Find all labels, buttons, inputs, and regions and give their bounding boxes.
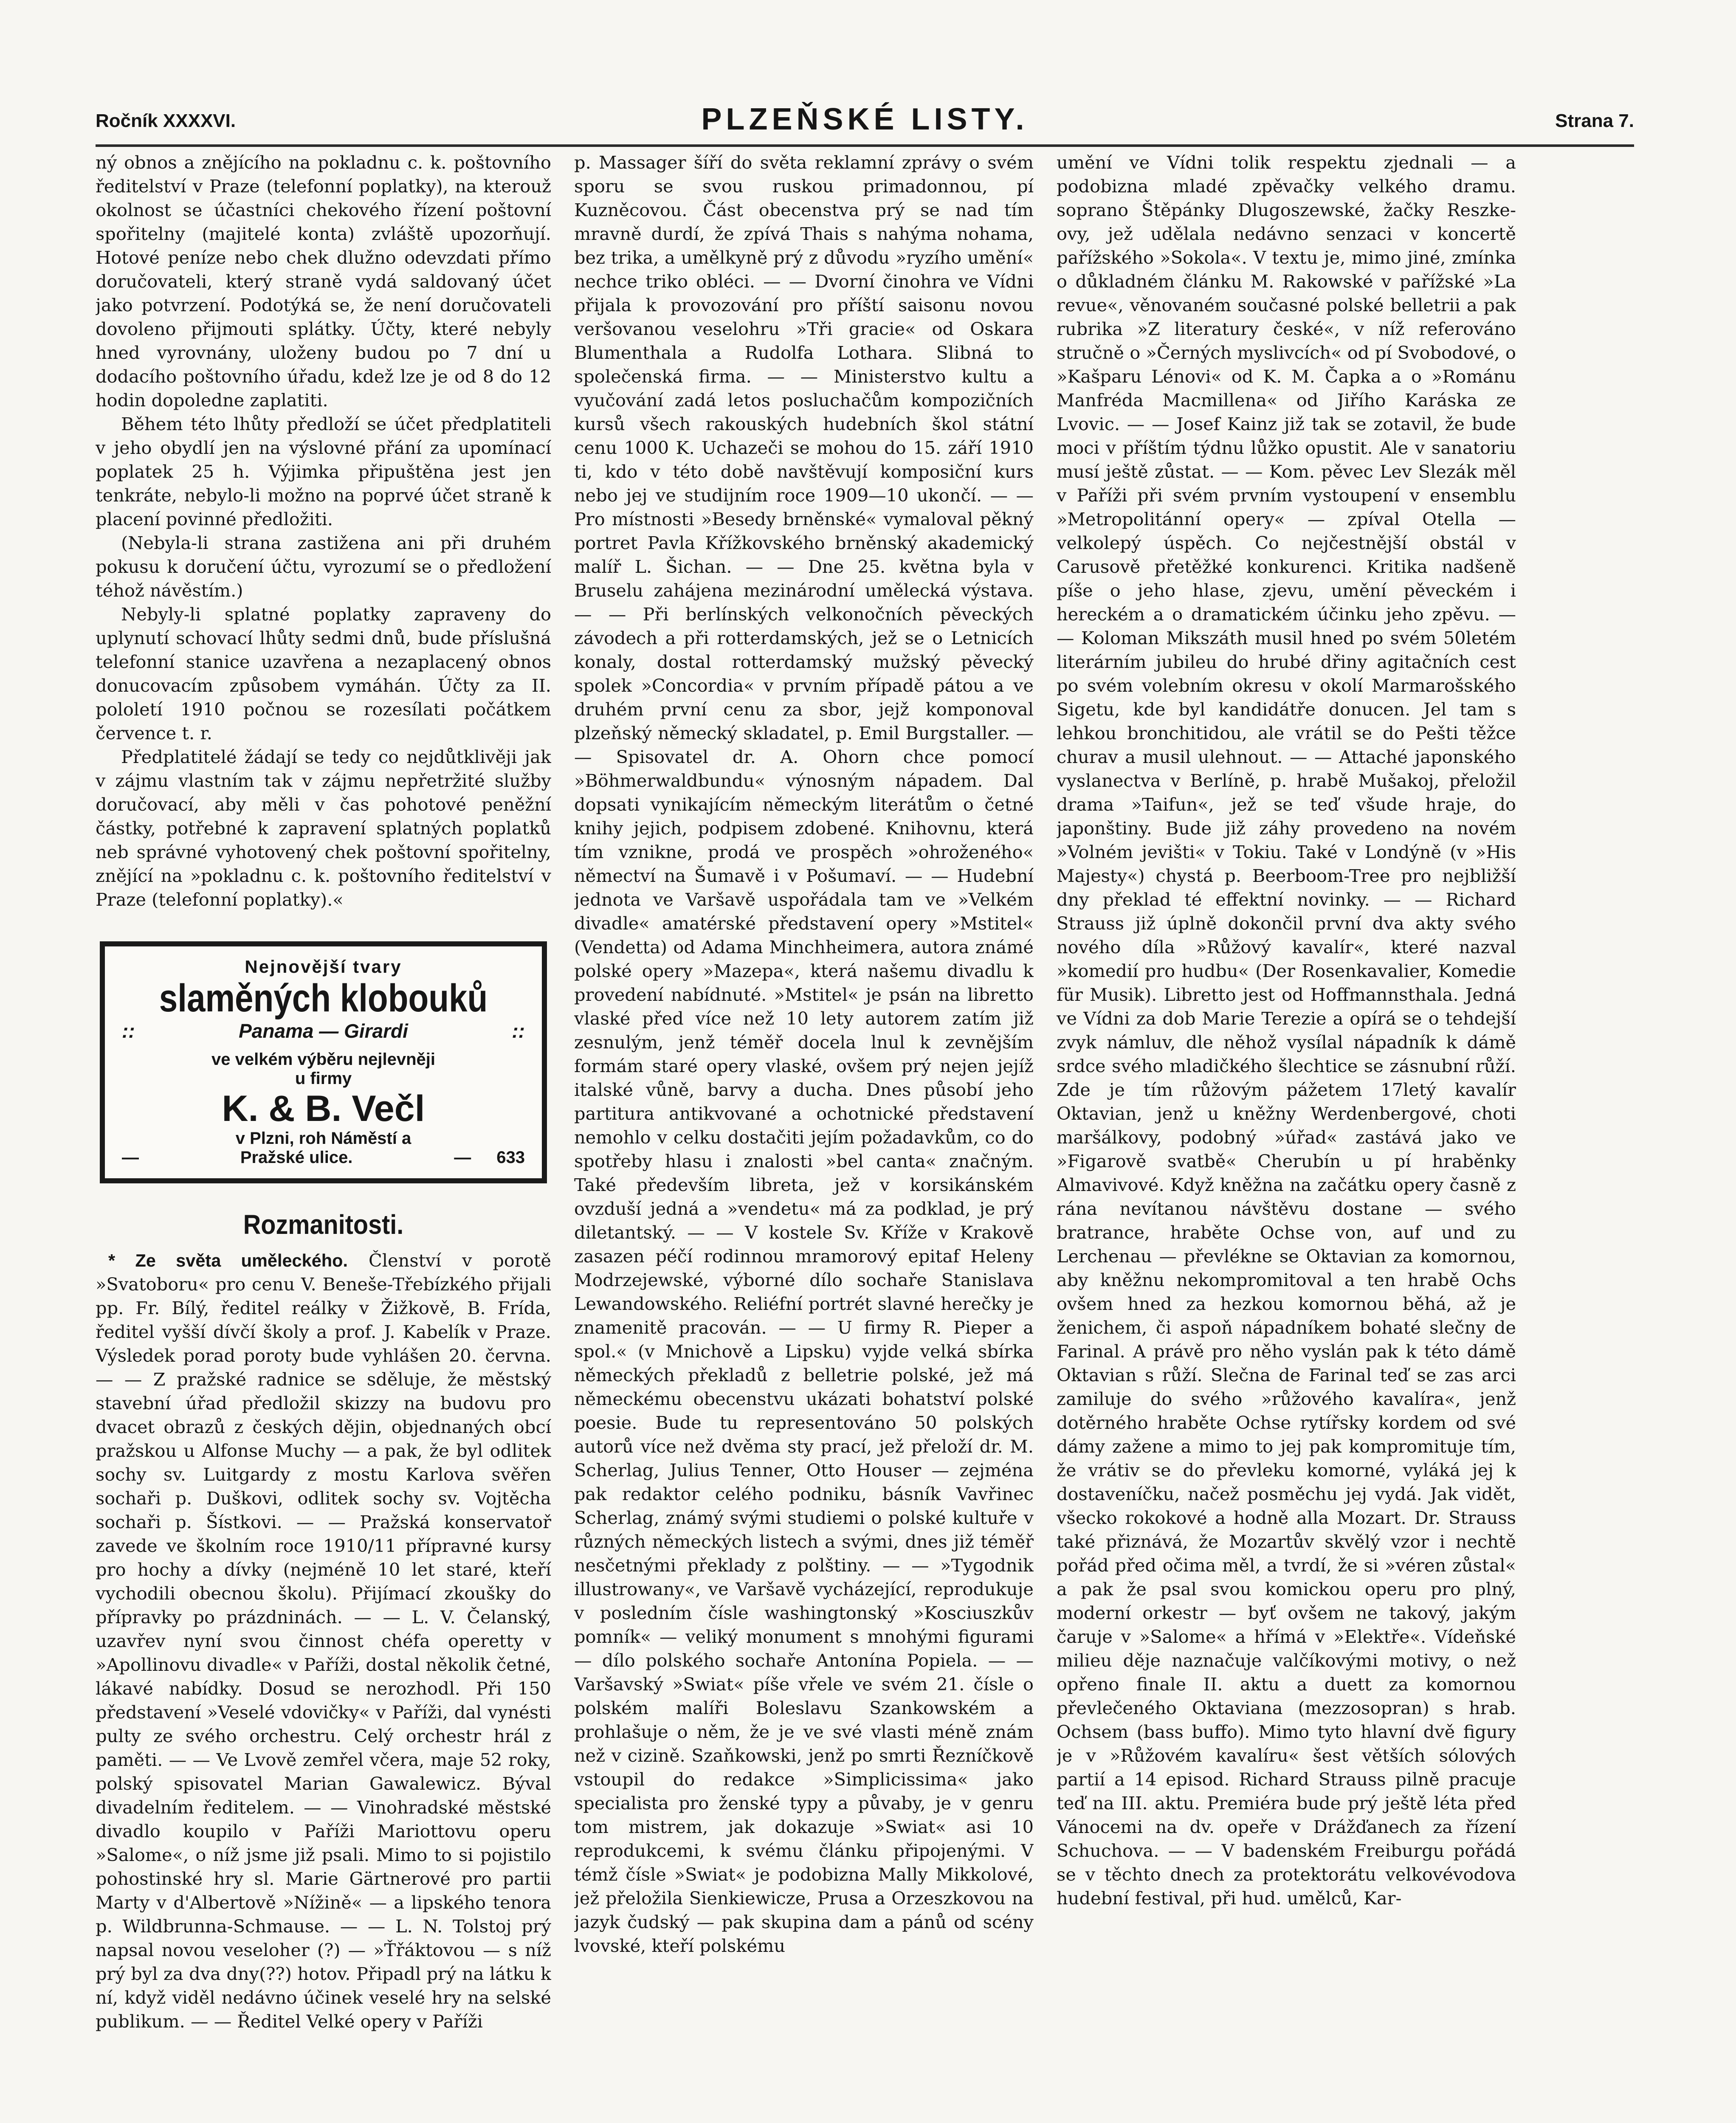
section-title: Rozmanitosti.: [243, 1209, 404, 1240]
paragraph: umění ve Vídni tolik respektu zjednali — a podobizna mladé zpěvačky velkého dramu. soprano Štěpánky Dlugoszewské, žačky Reszke-ovy, jež udělala nedávno senzaci v koncertě pařížského »Sokola«. V textu je, mimo jiné, zmínka o důkladném článku M. Rakowské v pařížské »La revue«, věnovaném současné polské belletrii a pak rubrika »Z literatury české«, v níž referováno stručně o »Černých myslivcích« od pí Svobodové, o »Kašparu Lénovi« od K. M. Čapka a o »Románu Manfréda Macmillena« od Jiřího Karáska ze Lvovic. — — Josef Kainz již tak se zotavil, že bude moci v příštím týdnu lůžko opustit. Ale v sanatoriu musí ještě zůstat. — — Kom. pěvec Lev Slezák měl v Paříži při svém prvním vystoupení v ensemblu »Metropolitánní opery« — zpíval Otella — velkolepý úspěch. Co nejčestnější obstál v Carusově přetěžké konkurenci. Kritika nadšeně píše o jeho hlase, zjevu, umění pěveckém i hereckém a o dramatickém účinku jeho zpěvu. — — Koloman Mikszáth musil hned po svém 50letém literárním jubileu do hrubé dřiny agitačních cest po svém volebním okresu v okolí Marmarošského Sigetu, kde byl kandidátře donucen. Jel tam s lehkou bronchitidou, ale vrátil se do Pešti těžce churav a musil ulehnout. — — Attaché japonského vyslanectva v Berlíně, p. hrabě Mušakoj, přeložil drama »Taifun«, jež se teď všude hraje, do japonštiny. Bude již záhy provedeno na novém »Volném jevišti« v Tokiu. Také v Londýně (v »His Majesty«) chystá p. Beerboom-Tree pro nejbližší dny překlad té effektní novinky. — — Richard Strauss již úplně dokončil první dva akty svého nového díla »Růžový kavalír«, které nazval »komedií pro hudbu« (Der Rosenkavalier, Komedie für Musik). Libretto jest od Hoffmannsthala. Jedná ve Vídni za dob Marie Terezie a opírá se o tehdejší zvyk námluv, dle něhož vysílal nápadník k dámě srdce svého mladičkého šlechtice se zásnubní růží. Zde je tím růžovým pážetem 17letý kavalír Oktavian, jenž u kněžny Werdenbergové, choti maršálkovy, podobný »úřad« zastává jako ve »Figarově svatbě« Cherubín u pí hraběnky Almavivové. Když kněžna na začátku opery časně z rána nevítanou návštěvu dostane — svého bratrance, hraběte Ochse von, auf und zu Lerchenau — převlékne se Oktavian za komornou, aby kněžnu nekompromitoval a ten hrabě Ochs ovšem hned za hezkou komornou běhá, až je ženichem, či aspoň nápadníkem bohaté slečny de Farinal. A právě pro něho vyslán pak k této dámě Oktavian s růží. Slečna de Farinal teď se zas arci zamiluje do svého »růžového kavalíra«, jenž dotěrného hraběte Ochse rytířsky kordem od své dámy zažene a mimo to jej pak kompromituje tím, že vrátiv se do převleku komorné, vyláká jej k dostaveníčku, načež posměchu jej vydá. Jak vidět, všecko rokokové a hodně alla Mozart. Dr. Strauss také přiznává, že Mozartův skvělý vzor i nechtě pořád před očima měl, a tvrdí, že si »véren zůstal« a pak že psal svou komickou operu pro plný, moderní orkestr — byť ovšem ne takový, jakým čaruje v »Salome« a hřímá v »Elektře«. Vídeňské milieu děje naznačuje valčíkovými motivy, o než opřeno finale II. aktu a duett za komornou převlečeného Oktaviana (mezzosopran) s hrab. Ochsem (bass buffo). Mimo tyto hlavní dvě figury je v »Růžovém kavalíru« šest větších sólových partií a 14 episod. Richard Strauss pilně pracuje teď na III. aktu. Premiéra bude prý ještě léta před Vánocemi na dv. opeře v Drážďanech za řízení Schuchova. — — V badenském Freiburgu pořádá se v těchto dnech za protektorátu velkovévodova hudební festival, při hud. umělců, Kar-: [1057, 152, 1516, 1909]
page-number: Strana 7.: [1555, 110, 1634, 131]
paragraph: (Nebyla-li strana zastižena ani při druhém pokusu k doručení účtu, vyrozumí se o předložení téhož návěstím.): [96, 532, 551, 601]
ad-line: [122, 1019, 525, 1042]
hat-advertisement: [100, 941, 547, 1183]
ad-dash: —: [122, 1148, 139, 1167]
ad-line: Nejnovější tvary: [245, 957, 402, 977]
newspaper-title: PLZEŇSKÉ LISTY.: [701, 102, 1029, 136]
paragraph-text: Členství v porotě »Svatoboru« pro cenu V. Beneše-Třebízkého přijali pp. Fr. Bílý, ředitel reálky v Žižkově, B. Frída, ředitel vyšší dívčí školy a prof. J. Kabelík v Praze. Výsledek porad poroty bude vyhlášen 20. června. — — Z pražské radnice se sděluje, že městský stavební úřad předložil skizzy na budovu pro dvacet obrazů z českých dějin, objednaných obcí pražskou u Alfonse Muchy — a pak, že byl odlitek sochy sv. Luitgardy z mostu Karlova svěřen sochaři p. Duškovi, odlitek sochy sv. Vojtěcha sochaři p. Šístkovi. — — Pražská konservatoř zavede ve školním roce 1910/11 přípravné kursy pro hochy a dívky (nejméně 10 let staré, kteří vychodili obecnou školu). Přijímací zkoušky do přípravky po prázdninách. — — L. V. Čelanský, uzavřev nyní svou činnost chéfa operetty v »Apollinovu divadle« v Paříži, dostal několik četné, lákavé nabídky. Dosud se nerozhodl. Při 150 představení »Veselé vdovičky« v Paříži, dal vynésti pulty ze svého orchestru. Celý orchestr hrál z paměti. — — Ve Lvově zemřel včera, maje 52 roky, polský spisovatel Marian Gawalewicz. Býval divadelním ředitelem. — — Vinohradské městské divadlo koupilo v Paříži Mariottovu operu »Salome«, o níž jsme již psali. Mimo to si pojistilo pohostinské hry sl. Marie Gärtnerové pro partii Marty v d'Albertově »Nížině« — a lipského tenora p. Wildbrunna-Schmause. — — L. N. Tolstoj prý napsal novou veseloher (?) — »Ťřáktovou — s níž prý byl za dva dny(??) hotov. Připadl prý na látku k ní, když viděl nedávno účinek veselé hry na selské publikum. — — Ředitel Velké opery v Paříži: [96, 1250, 551, 2032]
paragraph: Během této lhůty předloží se účet předplatiteli v jeho obydlí jen na výslovné přání za upomínací poplatek 25 h. Výjimka připuštěna jest jen tenkráte, nebylo-li možno na poprvé účet straně k placení povinné předložiti.: [96, 414, 551, 529]
ad-line: ve velkém výběru nejlevněji: [211, 1050, 435, 1069]
ad-company-name: K. & B. Večl: [222, 1088, 425, 1129]
ad-line: u firmy: [295, 1069, 352, 1088]
article-columns: [96, 151, 1634, 2072]
column-3: [1057, 151, 1516, 2072]
paragraph: ný obnos a znějícího na pokladnu c. k. poštovního ředitelství v Praze (telefonní poplatky), na kterouž okolnost se účastníci chekového řízení poštovní spořitelny (majitelé konta) zvláště upozorňují. Hotové peníze nebo chek dlužno odevzdati přímo doručovateli, který straně vydá saldovaný účet jako potvrzení. Podotýká se, že není doručovateli dovoleno přijmouti splátky. Účty, které nebyly hned vyrovnány, uloženy budou po 7 dní u dodacího poštovního úřadu, kdež lze je od 8 do 12 hodin dopoledne zaplatiti.: [96, 152, 551, 411]
paragraph-lead: * Ze světa uměleckého.: [108, 1250, 348, 1270]
paragraph: Nebyly-li splatné poplatky zapraveny do uplynutí schovací lhůty sedmi dnů, bude příslušná telefonní stanice uzavřena a nezaplacený obnos donucovacím způsobem vymáhán. Účty za II. pololetí 1910 počnou se rozesílati počátkem července t. r.: [96, 604, 551, 743]
volume-label: Ročník XXXXVI.: [96, 110, 236, 131]
ad-ornament: ::: [122, 1020, 135, 1042]
ad-number: 633: [496, 1148, 525, 1167]
paragraph: [96, 1249, 551, 2033]
ad-line: [122, 1148, 525, 1167]
ad-dash: —: [454, 1148, 471, 1167]
ad-subtitle: Panama — Girardi: [239, 1020, 408, 1042]
paragraph: Předplatitelé žádají se tedy co nejdůtklivěji jak v zájmu vlastním tak v zájmu nepřetržité služby doručovací, aby měli v čas pohotové peněžní částky, potřebné k zapravení splatných poplatků neb správné vyhotovený chek poštovní spořitelny, znějící na »pokladnu c. k. poštovního ředitelství v Praze (telefonní poplatky).«: [96, 746, 551, 910]
column-2: [574, 151, 1034, 2072]
page-header: [96, 98, 1634, 147]
column-1: [96, 151, 551, 2072]
ad-address: v Plzni, roh Náměstí a: [235, 1129, 411, 1148]
ad-headline: slaměných klobouků: [159, 977, 488, 1020]
ad-address: Pražské ulice.: [240, 1148, 353, 1167]
paragraph: p. Massager šíří do světa reklamní zprávy o svém sporu se svou ruskou primadonnou, pí Kuzněcovou. Část obecenstva prý se nad tím mravně durdí, že zpívá Thais s nahýma nohama, bez trika, a umělkyně prý z důvodu »ryzího umění« nechce triko obléci. — — Dvorní činohra ve Vídni přijala k provozování pro příští saisonu novou veršovanou veselohru »Tři gracie« od Oskara Blumenthala a Rudolfa Lothara. Slibná to společenská firma. — — Ministerstvo kultu a vyučování zadá letos posluchačům kompozičních kursů všech rakouských hudebních škol státní cenu 1000 K. Uchazeči se mohou do 15. září 1910 ti, kdo v této době navštěvují komposiční kurs nebo jej ve studijním roce 1909—10 ukončí. — — Pro místnosti »Besedy brněnské« vymaloval pěkný portret Pavla Křížkovského brněnský akademický malíř L. Šichan. — — Dne 25. května byla v Bruselu zahájena mezinárodní umělecká výstava. — — Při berlínských velkonočních pěveckých závodech a při rotterdamských, jež se o Letnicích konaly, dostal rotterdamský mužský pěvecký spolek »Concordia« v prvním případě pátou a ve druhém první cenu za sbor, jejž komponoval plzeňský německý skladatel, p. Emil Burgstaller. — — Spisovatel dr. A. Ohorn chce pomocí »Böhmerwaldbundu« výnosným nápadem. Dal dopsati vynikajícím německým literátům o četné knihy jejich, podpisem zdobené. Knihovnu, která tím vznikne, prodá ve prospěch »ohroženého« němectví na Šumavě i v Pošumaví. — — Hudební jednota ve Varšavě uspořádala tam ve »Velkém divadle« amatérské představení opery »Mstitel« (Vendetta) od Adama Minchheimera, autora známé polské opery »Mazepa«, která našemu divadlu k provedení nabídnuté. »Mstitel« je psán na libretto vlaské před více než 10 lety autorem zatím již zesnulým, jenž téměř docela lnul k zevnějším formám staré opery vlaské, ovšem prý nejen jejíž italské vůně, barvy a ducha. Dnes působí jeho partitura antikvované a ochotnické představení nemohlo v celku dostačiti jejím požadavkům, co do spotřeby hlasu i znalosti »bel canta« značným. Také především libreta, jež v korsikánském ovzduší jedná a »vendetu« má za podklad, je prý diletantský. — — V kostele Sv. Kříže v Krakově zasazen péčí rodinnou mramorový epitaf Heleny Modrzejewské, výborné dílo sochaře Stanislava Lewandowského. Reliéfní portrét slavné herečky je znamenitě pracován. — — U firmy R. Pieper a spol.« (v Mnichově a Lipsku) vyjde velká sbírka německých překladů z belletrie polské, jež má německému obecenstvu ukázati bohatství polské poesie. Bude tu representováno 50 polských autorů více než dvěma sty prací, jež přeloží dr. M. Scherlag, Julius Tenner, Otto Houser — zejména pak redaktor celého podniku, básník Vavřinec Scherlag, známý svými studiemi o polské kultuře v různých německých listech a svými, dnes již téměř nesčetnými překlady z polštiny. — — »Tygodnik illustrowany«, ve Varšavě vycházející, reprodukuje v posledním čísle washingtonský »Kosciuszkův pomník« — veliký monument s mnohými figurami — dílo polského sochaře Antonína Popiela. — — Varšavský »Swiat« píše vřele ve svém 21. čísle o polském malíři Boleslavu Szankowském a prohlašuje o něm, že je ve své vlasti méně znám než v cizině. Szaňkowski, jenž po smrti Řezníčkově vstoupil do redakce »Simplicissima« jako specialista pro ženské typy a půvaby, je v genru tom mistrem, jak dokazuje »Swiat« asi 10 reprodukcemi, k svému článku připojenými. V témž čísle »Swiat« je podobizna Mally Mikkolové, jež přeložila Sienkiewicze, Prusa a Orzeszkovou na jazyk čudský — pak skupina dam a pánů od scény lvovské, kteří polskému: [574, 152, 1034, 1956]
ad-ornament: ::: [512, 1020, 525, 1042]
